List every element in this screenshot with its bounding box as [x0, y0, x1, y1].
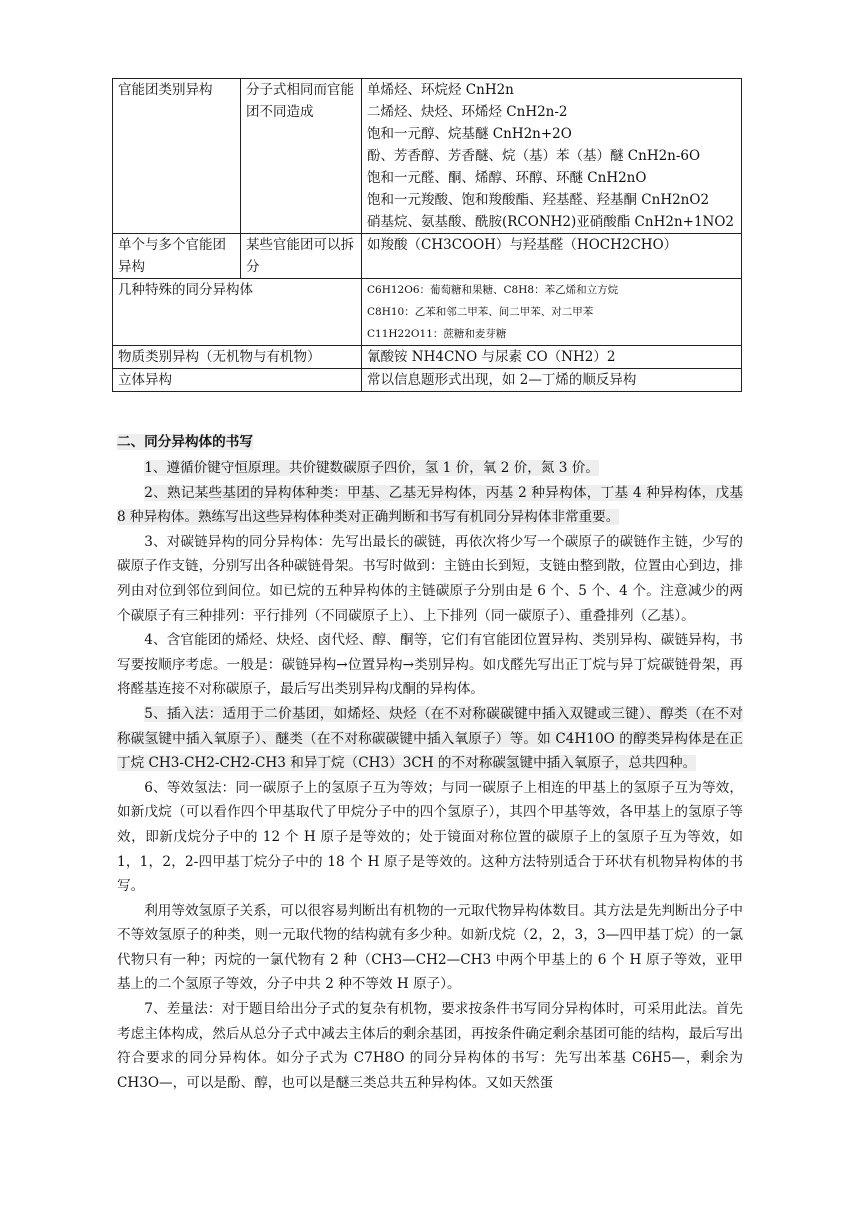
table-cell — [362, 369, 742, 392]
table-row — [113, 79, 742, 234]
paragraph: 5、插入法：适用于二价基团，如烯烃、炔烃（在不对称碳碳键中插入双键或三键）、醇类（在不对称碳氢键中插入氧原子）、醚类（在不对称碳碳键中插入氧原子）等。如 C4H10O 的醇类异构体是在正丁烷 CH3-CH2-CH2-CH3 和异丁烷（CH3）3CH 的不对称碳氢键中插入氧原子，总共四种。 — [117, 705, 743, 772]
table-row — [113, 346, 742, 369]
table-cell — [362, 279, 742, 346]
isomer-types-table — [112, 78, 742, 392]
formula-line: 饱和一元醇、烷基醚 CnH2n+2O — [367, 126, 572, 142]
table-cell: 几种特殊的同分异构体 — [113, 279, 362, 346]
formula-line: 硝基烷、氨基酸、酰胺(RCONH2)亚硝酸酯 CnH2n+1NO2 — [367, 214, 735, 230]
formula-line: 如羧酸（CH3COOH）与羟基醛（HOCH2CHO） — [367, 237, 678, 253]
paragraph: 6、等效氢法：同一碳原子上的氢原子互为等效；与同一碳原子上相连的甲基上的氢原子互为等效，如新戊烷（可以看作四个甲基取代了甲烷分子中的四个氢原子），其四个甲基等效，各甲基上的氢原子等效，即新戊烷分子中的 12 个 H 原子是等效的；处于镜面对称位置的碳原子上的氢原子互为等效，如 1，1，2，2-四甲基丁烷分子中的 18 个 H 原子是等效的。这种方法特别适合于环状有机物异构体的书写。 — [117, 779, 743, 895]
table-cell — [362, 79, 742, 234]
paragraph: 3、对碳链异构的同分异构体：先写出最长的碳链，再依次将少写一个碳原子的碳链作主链，少写的碳原子作支链，分别写出各种碳链骨架。书写时做到：主链由长到短，支链由整到散，位置由心到边，排列由对位到邻位到间位。如已烷的五种异构体的主链碳原子分别由是 6 个、5 个、4 个。注意减少的两个碳原子有三种排列：平行排列（不同碳原子上）、上下排列（同一碳原子）、重叠排列（乙基）。 — [117, 533, 743, 624]
table-cell — [362, 346, 742, 369]
formula-line: 常以信息题形式出现，如 2—丁烯的顺反异构 — [367, 372, 637, 388]
formula-line: 二烯烃、炔烃、环烯烃 CnH2n-2 — [367, 104, 568, 120]
formula-line: 饱和一元羧酸、饱和羧酸酯、羟基醛、羟基酮 CnH2nO2 — [367, 192, 710, 208]
table-cell: 官能团类别异构 — [113, 79, 241, 234]
paragraph: 利用等效氢原子关系，可以很容易判断出有机物的一元取代物异构体数目。其方法是先判断出分子中不等效氢原子的种类，则一元取代物的结构就有多少种。如新戊烷（2，2，3，3—四甲基丁烷）的一氯代物只有一种；丙烷的一氯代物有 2 种（CH3—CH2—CH3 中两个甲基上的 6 个 H 原子等效，亚甲基上的二个氢原子等效，分子中共 2 种不等效 H 原子）。 — [117, 902, 743, 993]
table-cell: 分子式相同而官能团不同造成 — [241, 79, 362, 234]
table-row — [113, 369, 742, 392]
formula-line: 饱和一元醛、酮、烯醇、环醇、环醚 CnH2nO — [367, 170, 647, 186]
section-heading: 二、同分异构体的书写 — [117, 434, 253, 450]
body-text — [117, 430, 743, 1095]
table-cell: 某些官能团可以拆分 — [241, 234, 362, 279]
table-row — [113, 234, 742, 279]
formula-line: C8H10：乙苯和邻二甲苯、间二甲苯、对二甲苯 — [367, 306, 594, 318]
paragraph: 4、含官能团的烯烃、炔烃、卤代烃、醇、酮等，它们有官能团位置异构、类别异构、碳链异构，书写要按顺序考虑。一般是：碳链异构→位置异构→类别异构。如戊醛先写出正丁烷与异丁烷碳链骨架，再将醛基连接不对称碳原子，最后写出类别异构戊酮的异构体。 — [117, 632, 743, 698]
table-row — [113, 279, 742, 346]
table-cell — [362, 234, 742, 279]
formula-line: 氰酸铵 NH4CNO 与尿素 CO（NH2）2 — [367, 349, 616, 365]
table-cell: 物质类别异构（无机物与有机物） — [113, 346, 362, 369]
formula-line: C11H22O11：蔗糖和麦芽糖 — [367, 328, 507, 340]
paragraph: 7、差量法：对于题目给出分子式的复杂有机物，要求按条件书写同分异构体时，可采用此法。首先考虑主体构成，然后从总分子式中减去主体后的剩余基团，再按条件确定剩余基团可能的结构，最后写出符合要求的同分异构体。如分子式为 C7H8O 的同分异构体的书写：先写出苯基 C6H5—，剩余为 CH3O—，可以是酚、醇，也可以是醚三类总共五种异构体。又如天然蛋 — [117, 1001, 743, 1091]
table-cell: 单个与多个官能团异构 — [113, 234, 241, 279]
formula-line: 酚、芳香醇、芳香醚、烷（基）苯（基）醚 CnH2n-6O — [367, 148, 701, 164]
formula-line: C6H12O6：葡萄糖和果糖、C8H8：苯乙烯和立方烷 — [367, 284, 619, 296]
formula-line: 单烯烃、环烷烃 CnH2n — [367, 82, 514, 98]
paragraph: 1、遵循价键守恒原理。共价键数碳原子四价，氢 1 价，氧 2 价，氮 3 价。 — [144, 460, 599, 476]
paragraph: 2、熟记某些基团的异构体种类：甲基、乙基无异构体，丙基 2 种异构体，丁基 4 种异构体，戊基 8 种异构体。熟练写出这些异构体种类对正确判断和书写有机同分异构体非常重要。 — [117, 484, 743, 526]
table-cell: 立体异构 — [113, 369, 362, 392]
